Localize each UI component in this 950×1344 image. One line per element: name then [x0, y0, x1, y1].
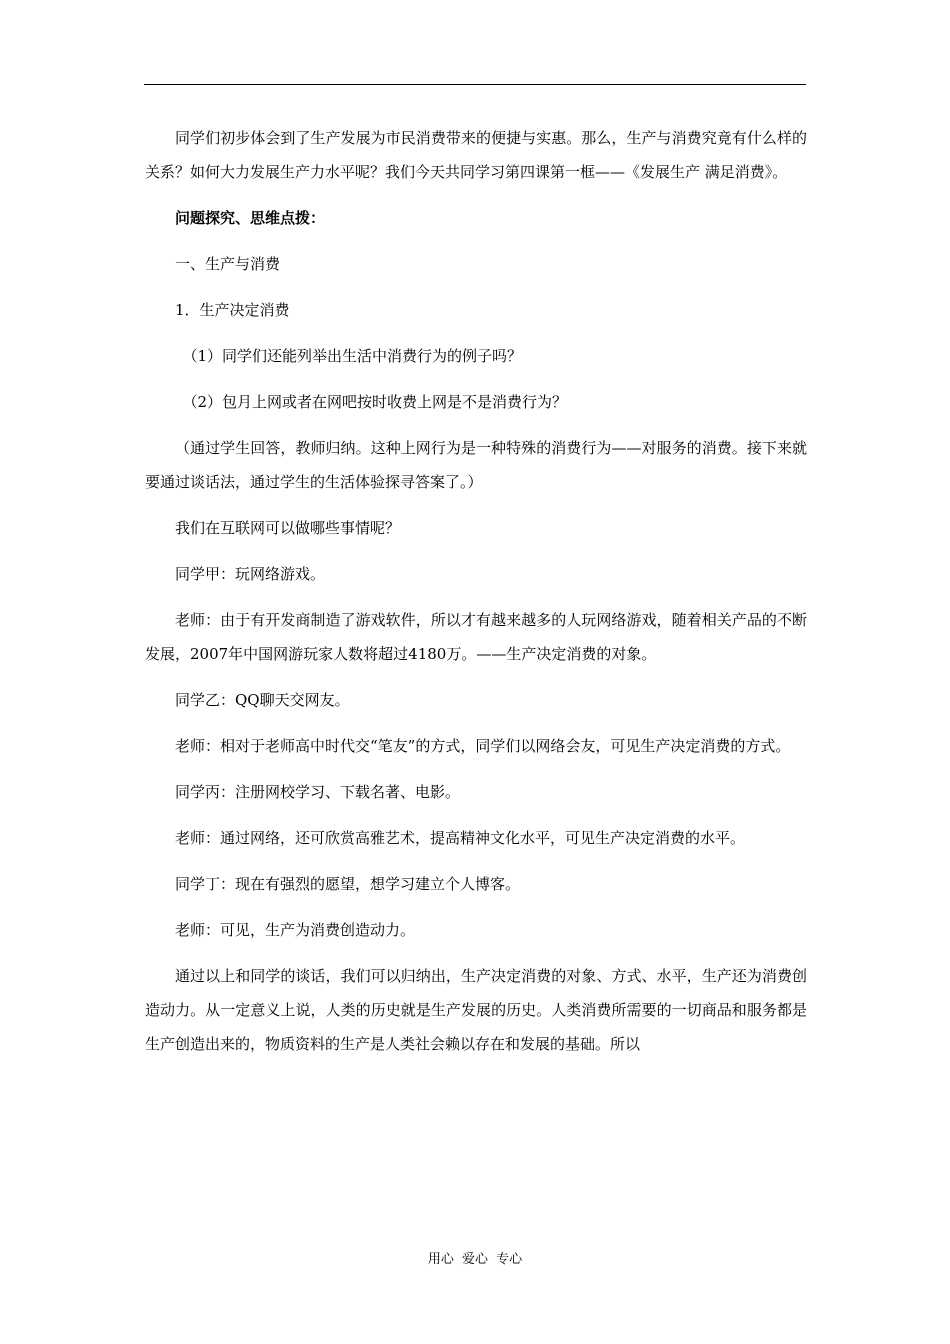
discussion-prompt: 我们在互联网可以做哪些事情呢？	[175, 519, 401, 537]
student-a-line: 同学甲：玩网络游戏。	[175, 565, 326, 583]
teacher-note: （通过学生回答，教师归纳。这种上网行为是一种特殊的消费行为——对服务的消费。接下来就要通过谈话法，通过学生的生活体验探寻答案了。）	[145, 439, 807, 491]
question-1: （1）同学们还能列举出生活中消费行为的例子吗？	[182, 347, 523, 365]
teacher-line-2: 老师：相对于老师高中时代交“笔友”的方式，同学们以网络会友，可见生产决定消费的方式。	[175, 737, 791, 755]
teacher-line-1: 老师：由于有开发商制造了游戏软件，所以才有越来越多的人玩网络游戏，随着相关产品的不断发展，2007年中国网游玩家人数将超过4180万。——生产决定消费的对象。	[145, 611, 807, 663]
section-heading: 问题探究、思维点拨：	[175, 209, 326, 227]
header-rule	[144, 84, 806, 85]
summary-paragraph: 通过以上和同学的谈话，我们可以归纳出，生产决定消费的对象、方式、水平，生产还为消费创造动力。从一定意义上说，人类的历史就是生产发展的历史。人类消费所需要的一切商品和服务都是生产创造出来的，物质资料的生产是人类社会赖以存在和发展的基础。所以	[145, 967, 807, 1053]
page-footer: 用心 爱心 专心	[427, 1252, 523, 1267]
student-c-line: 同学丙：注册网校学习、下载名著、电影。	[175, 783, 461, 801]
teacher-line-4: 老师：可见，生产为消费创造动力。	[175, 921, 416, 939]
intro-paragraph: 同学们初步体会到了生产发展为市民消费带来的便捷与实惠。那么，生产与消费究竟有什么样的关系？如何大力发展生产力水平呢？我们今天共同学习第四课第一框——《发展生产 满足消费》。	[145, 129, 807, 181]
teacher-line-3: 老师：通过网络，还可欣赏高雅艺术，提高精神文化水平，可见生产决定消费的水平。	[175, 829, 746, 847]
student-d-line: 同学丁：现在有强烈的愿望，想学习建立个人博客。	[175, 875, 521, 893]
question-2: （2）包月上网或者在网吧按时收费上网是不是消费行为？	[182, 393, 568, 411]
subheading-production-decides: 1．生产决定消费	[175, 301, 290, 319]
document-body	[145, 121, 807, 1073]
student-b-line: 同学乙：QQ聊天交网友。	[175, 691, 350, 709]
subheading-production-consumption: 一、生产与消费	[175, 255, 281, 273]
